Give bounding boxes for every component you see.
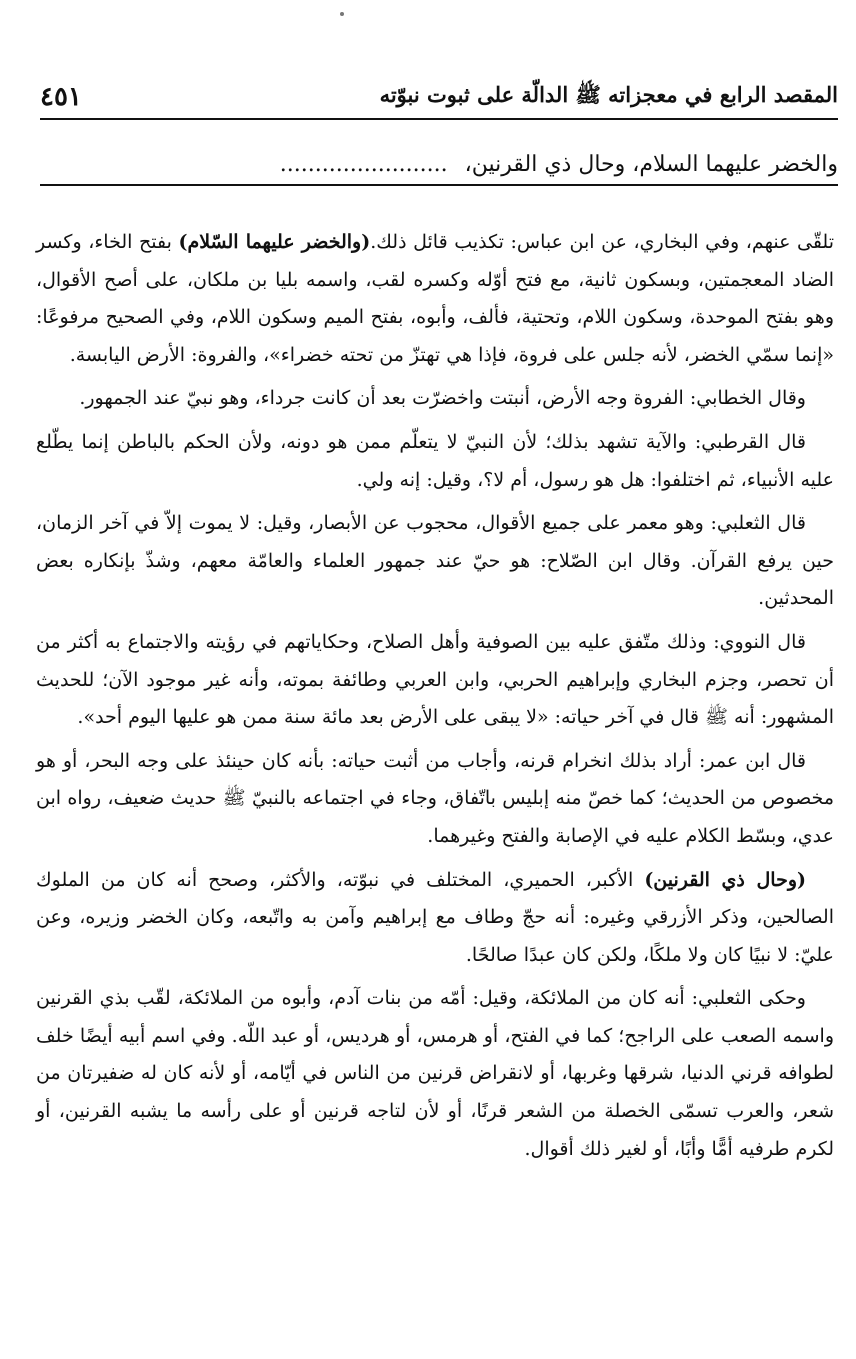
lemma-bold: (وحال ذي القرنين) (644, 868, 807, 891)
section-heading (40, 148, 838, 186)
paragraph-thalabi-qarnayn: وحكى الثعلبي: أنه كان من الملائكة، وقيل: أمّه من بنات آدم، وأبوه من الملائكة، لقّب بذي القرنين واسمه الصعب على الراجح؛ كما في الفتح، أو هرمس، أو هرديس، أو عبد اللّه. وفي اسم أبيه أيضًا خلف لطوافه قرني الدنيا، شرقها وغربها، أو لانقراض قرنين من الناس في أيّامه، أو لأنه كان له ضفيرتان من شعر، والعرب تسمّى الخصلة من الشعر قرنًا، أو لأن لتاجه قرنين أو على رأسه ما يشبه القرنين، أو لكرم طرفيه أمًّا وأبًا، أو لغير ذلك أقوال. (36, 987, 834, 1160)
lemma-bold: (والخضر عليهما السّلام) (178, 231, 371, 253)
paragraph-text: تلقّى عنهم، وفي البخاري، عن ابن عباس: تكذيب قائل ذلك. (370, 231, 835, 253)
paragraph-ibn-umar: قال ابن عمر: أراد بذلك انخرام قرنه، وأجاب من أثبت حياته: بأنه كان حينئذ على وجه البحر، أو هو مخصوص من الحديث؛ كما خصّ منه إبليس باتّفاق، وجاء في اجتماعه بالنبيّ ﷺ حديث ضعيف، رواه ابن عدي، وبسّط الكلام عليه في الإصابة والفتح وغيرهما. (36, 749, 834, 847)
paragraph-text: الأكبر، الحميري، المختلف في نبوّته، والأكثر، وصحح أنه كان من الملوك الصالحين، وذكر الأزرقي وغيره: أنه حجّ وطاف مع إبراهيم وآمن به واتّبعه، وكان الخضر وزيره، وعن عليّ: لا نبيًا كان ولا ملكًا، ولكن كان عبدًا صالحًا. (36, 868, 834, 966)
page-number: ٤٥١ (40, 82, 82, 112)
paragraph-qurtubi: قال القرطبي: والآية تشهد بذلك؛ لأن النبيّ لا يتعلّم ممن هو دونه، ولأن الحكم بالباطن إنما يطّلع عليه الأنبياء، ثم اختلفوا: هل هو رسول، أم لا؟، وقيل: إنه ولي. (36, 430, 834, 491)
paragraph-nawawi: قال النووي: وذلك متّفق عليه بين الصوفية وأهل الصلاح، وحكاياتهم في رؤيته والاجتماع به أكثر من أن تحصر، وجزم البخاري وإبراهيم الحربي، وابن العربي وطائفة بموته، وأنه غير موجود الآن؛ للحديث المشهور: أنه ﷺ قال في آخر حياته: «لا يبقى على الأرض بعد مائة سنة ممن هو عليها اليوم أحد». (36, 630, 834, 729)
scan-speck (340, 12, 344, 16)
body-text (36, 224, 834, 1174)
paragraph-thalabi: قال الثعلبي: وهو معمر على جميع الأقوال، محجوب عن الأبصار، وقيل: لا يموت إلاّ في آخر الزمان، حين يرفع القرآن. وقال ابن الصّلاح: هو حيّ عند جمهور العلماء والعامّة معهم، وشذّ بإنكاره بعض المحدثين. (36, 512, 834, 610)
section-title-text: والخضر عليهما السلام، وحال ذي القرنين، (464, 152, 838, 177)
paragraph-dhul-qarnayn (36, 862, 834, 975)
paragraph-khattabi: وقال الخطابي: الفروة وجه الأرض، أنبتت واخضرّت بعد أن كانت جرداء، وهو نبيّ عند الجمهور. (79, 387, 806, 410)
paragraph-text: بفتح الخاء، وكسر الضاد المعجمتين، وبسكون ثانية، مع فتح أوّله وكسره لقب، واسمه بليا بن ملكان، على أصح الأقوال، وهو بفتح الموحدة، وسكون اللام، وتحتية، فألف، وأبوه، بفتح الميم وسكون اللام، وفي الصحيح مرفوعًا: «إنما سمّي الخضر، لأنه جلس على فروة، فإذا هي تهتزّ من تحته خضراء»، والفروة: الأرض اليابسة. (36, 231, 834, 366)
running-header (40, 76, 838, 120)
running-title: المقصد الرابع في معجزاته ﷺ الدالّة على ثبوت نبوّته (379, 81, 838, 107)
dot-leader: ........................ (279, 152, 448, 177)
paragraph-khidr-intro (36, 224, 834, 374)
